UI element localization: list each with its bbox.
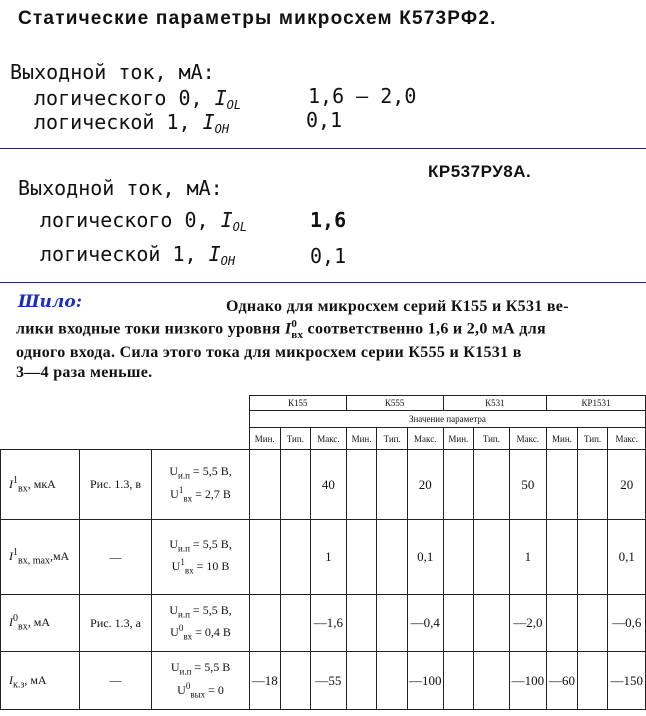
table-row: [1, 595, 646, 652]
page-title: Статические параметры микросхем К573РФ2.: [18, 8, 497, 29]
block2-row1-label: логической 1, $I_{OH}$: [40, 242, 236, 268]
value-cell: 1: [509, 520, 547, 595]
sub-header: Мин.: [547, 428, 578, 450]
param-cell: $I^1_{вх, max},мА$: [1, 520, 80, 595]
paragraph-line-2: лики входные токи низкого уровня $I^0_{вх}$ соответственно 1,6 и 2,0 мА для: [16, 318, 546, 341]
value-cell: [474, 450, 509, 520]
value-cell: [377, 595, 408, 652]
value-cell: [443, 595, 474, 652]
sub-header: Мин.: [249, 428, 280, 450]
paragraph-line-1: Однако для микросхем серий К155 и К531 ве-: [226, 298, 569, 315]
param-cell: $I^1_{вх}$, мкА: [1, 450, 80, 520]
series-header-kr1531: КР1531: [547, 396, 646, 411]
value-cell: —2,0: [509, 595, 547, 652]
block2-row1-value: 0,1: [310, 244, 347, 268]
paragraph-line-3: одного входа. Сила этого тока для микросхем серии К555 и К1531 в: [16, 344, 522, 361]
block1-row0-label: логического 0, $I_{OL}$: [34, 86, 242, 112]
value-cell: 1: [311, 520, 347, 595]
value-cell: [577, 595, 608, 652]
value-cell: [547, 520, 578, 595]
series-header-k531: К531: [443, 396, 547, 411]
value-cell: —100: [407, 652, 443, 710]
value-cell: —100: [509, 652, 547, 710]
block2-row0-label: логического 0, $I_{OL}$: [40, 208, 248, 234]
series-header-k555: К555: [346, 396, 443, 411]
conditions: $U_{и.п} = 5,5$ В, $U^0_{вх} = 0,4$ В: [152, 595, 250, 652]
block1-row0-value: 1,6 — 2,0: [308, 84, 417, 108]
value-group-header: Значение параметра: [249, 411, 645, 428]
value-cell: [577, 450, 608, 520]
value-cell: 40: [311, 450, 347, 520]
value-cell: 0,1: [407, 520, 443, 595]
divider-2: [0, 282, 646, 283]
sub-header: Макс.: [509, 428, 547, 450]
parameters-table: [0, 395, 646, 710]
block1-row1-value: 0,1: [306, 108, 343, 132]
value-cell: [280, 595, 311, 652]
figure-ref: —: [79, 520, 151, 595]
value-cell: —0,6: [608, 595, 646, 652]
value-cell: [346, 595, 377, 652]
param-cell: $I^0_{вх}$, мА: [1, 595, 80, 652]
table-row: [1, 652, 646, 710]
value-cell: 0,1: [608, 520, 646, 595]
figure-ref: Рис. 1.3, в: [79, 450, 151, 520]
divider-1: [0, 148, 646, 149]
conditions: $U_{и.п} = 5,5$ В $U^0_{вых} = 0$: [152, 652, 250, 710]
value-cell: [346, 520, 377, 595]
value-cell: [280, 520, 311, 595]
block2-row0-value: 1,6: [310, 208, 347, 232]
value-cell: [280, 652, 311, 710]
param-cell: $I_{к.з}$, мА: [1, 652, 80, 710]
figure-ref: Рис. 1.3, а: [79, 595, 151, 652]
conditions: $U_{и.п} = 5,5$ В, $U^1_{вх} = 2,7$ В: [152, 450, 250, 520]
value-cell: [280, 450, 311, 520]
value-cell: 50: [509, 450, 547, 520]
value-cell: —150: [608, 652, 646, 710]
value-cell: [346, 652, 377, 710]
value-cell: [249, 450, 280, 520]
table-row: [1, 520, 646, 595]
value-cell: —1,6: [311, 595, 347, 652]
value-cell: —55: [311, 652, 347, 710]
sub-header: Тип.: [474, 428, 509, 450]
value-cell: —18: [249, 652, 280, 710]
value-cell: [346, 450, 377, 520]
value-cell: [547, 450, 578, 520]
sub-header: Тип.: [377, 428, 408, 450]
value-cell: 20: [608, 450, 646, 520]
series-header-k155: К155: [249, 396, 346, 411]
value-cell: [443, 450, 474, 520]
block1-heading: Выходной ток, мА:: [10, 60, 215, 84]
value-cell: [474, 520, 509, 595]
value-cell: [249, 595, 280, 652]
block2-chip-name: КР537РУ8А.: [428, 162, 532, 181]
value-cell: [377, 520, 408, 595]
value-cell: [474, 595, 509, 652]
sub-header: Тип.: [577, 428, 608, 450]
value-cell: —60: [547, 652, 578, 710]
sub-header: Тип.: [280, 428, 311, 450]
sub-header: Макс.: [311, 428, 347, 450]
value-cell: [474, 652, 509, 710]
paragraph-line-4: 3—4 раза меньше.: [16, 364, 153, 381]
block2-heading: Выходной ток, мА:: [18, 176, 223, 200]
value-cell: [377, 652, 408, 710]
sub-header: Макс.: [407, 428, 443, 450]
value-cell: [547, 595, 578, 652]
shilo-label: Шило:: [18, 292, 82, 312]
value-cell: [577, 520, 608, 595]
value-cell: 20: [407, 450, 443, 520]
value-cell: [443, 652, 474, 710]
sub-header: Мин.: [443, 428, 474, 450]
value-cell: —0,4: [407, 595, 443, 652]
conditions: $U_{и.п} = 5,5$ В, $U^1_{вх} = 10$ В: [152, 520, 250, 595]
value-cell: [443, 520, 474, 595]
value-cell: [377, 450, 408, 520]
table-row: [1, 450, 646, 520]
value-cell: [577, 652, 608, 710]
sub-header: Мин.: [346, 428, 377, 450]
figure-ref: —: [79, 652, 151, 710]
block1-row1-label: логической 1, $I_{OH}$: [34, 110, 230, 136]
corner-blank: [1, 396, 250, 411]
value-cell: [249, 520, 280, 595]
sub-header: Макс.: [608, 428, 646, 450]
